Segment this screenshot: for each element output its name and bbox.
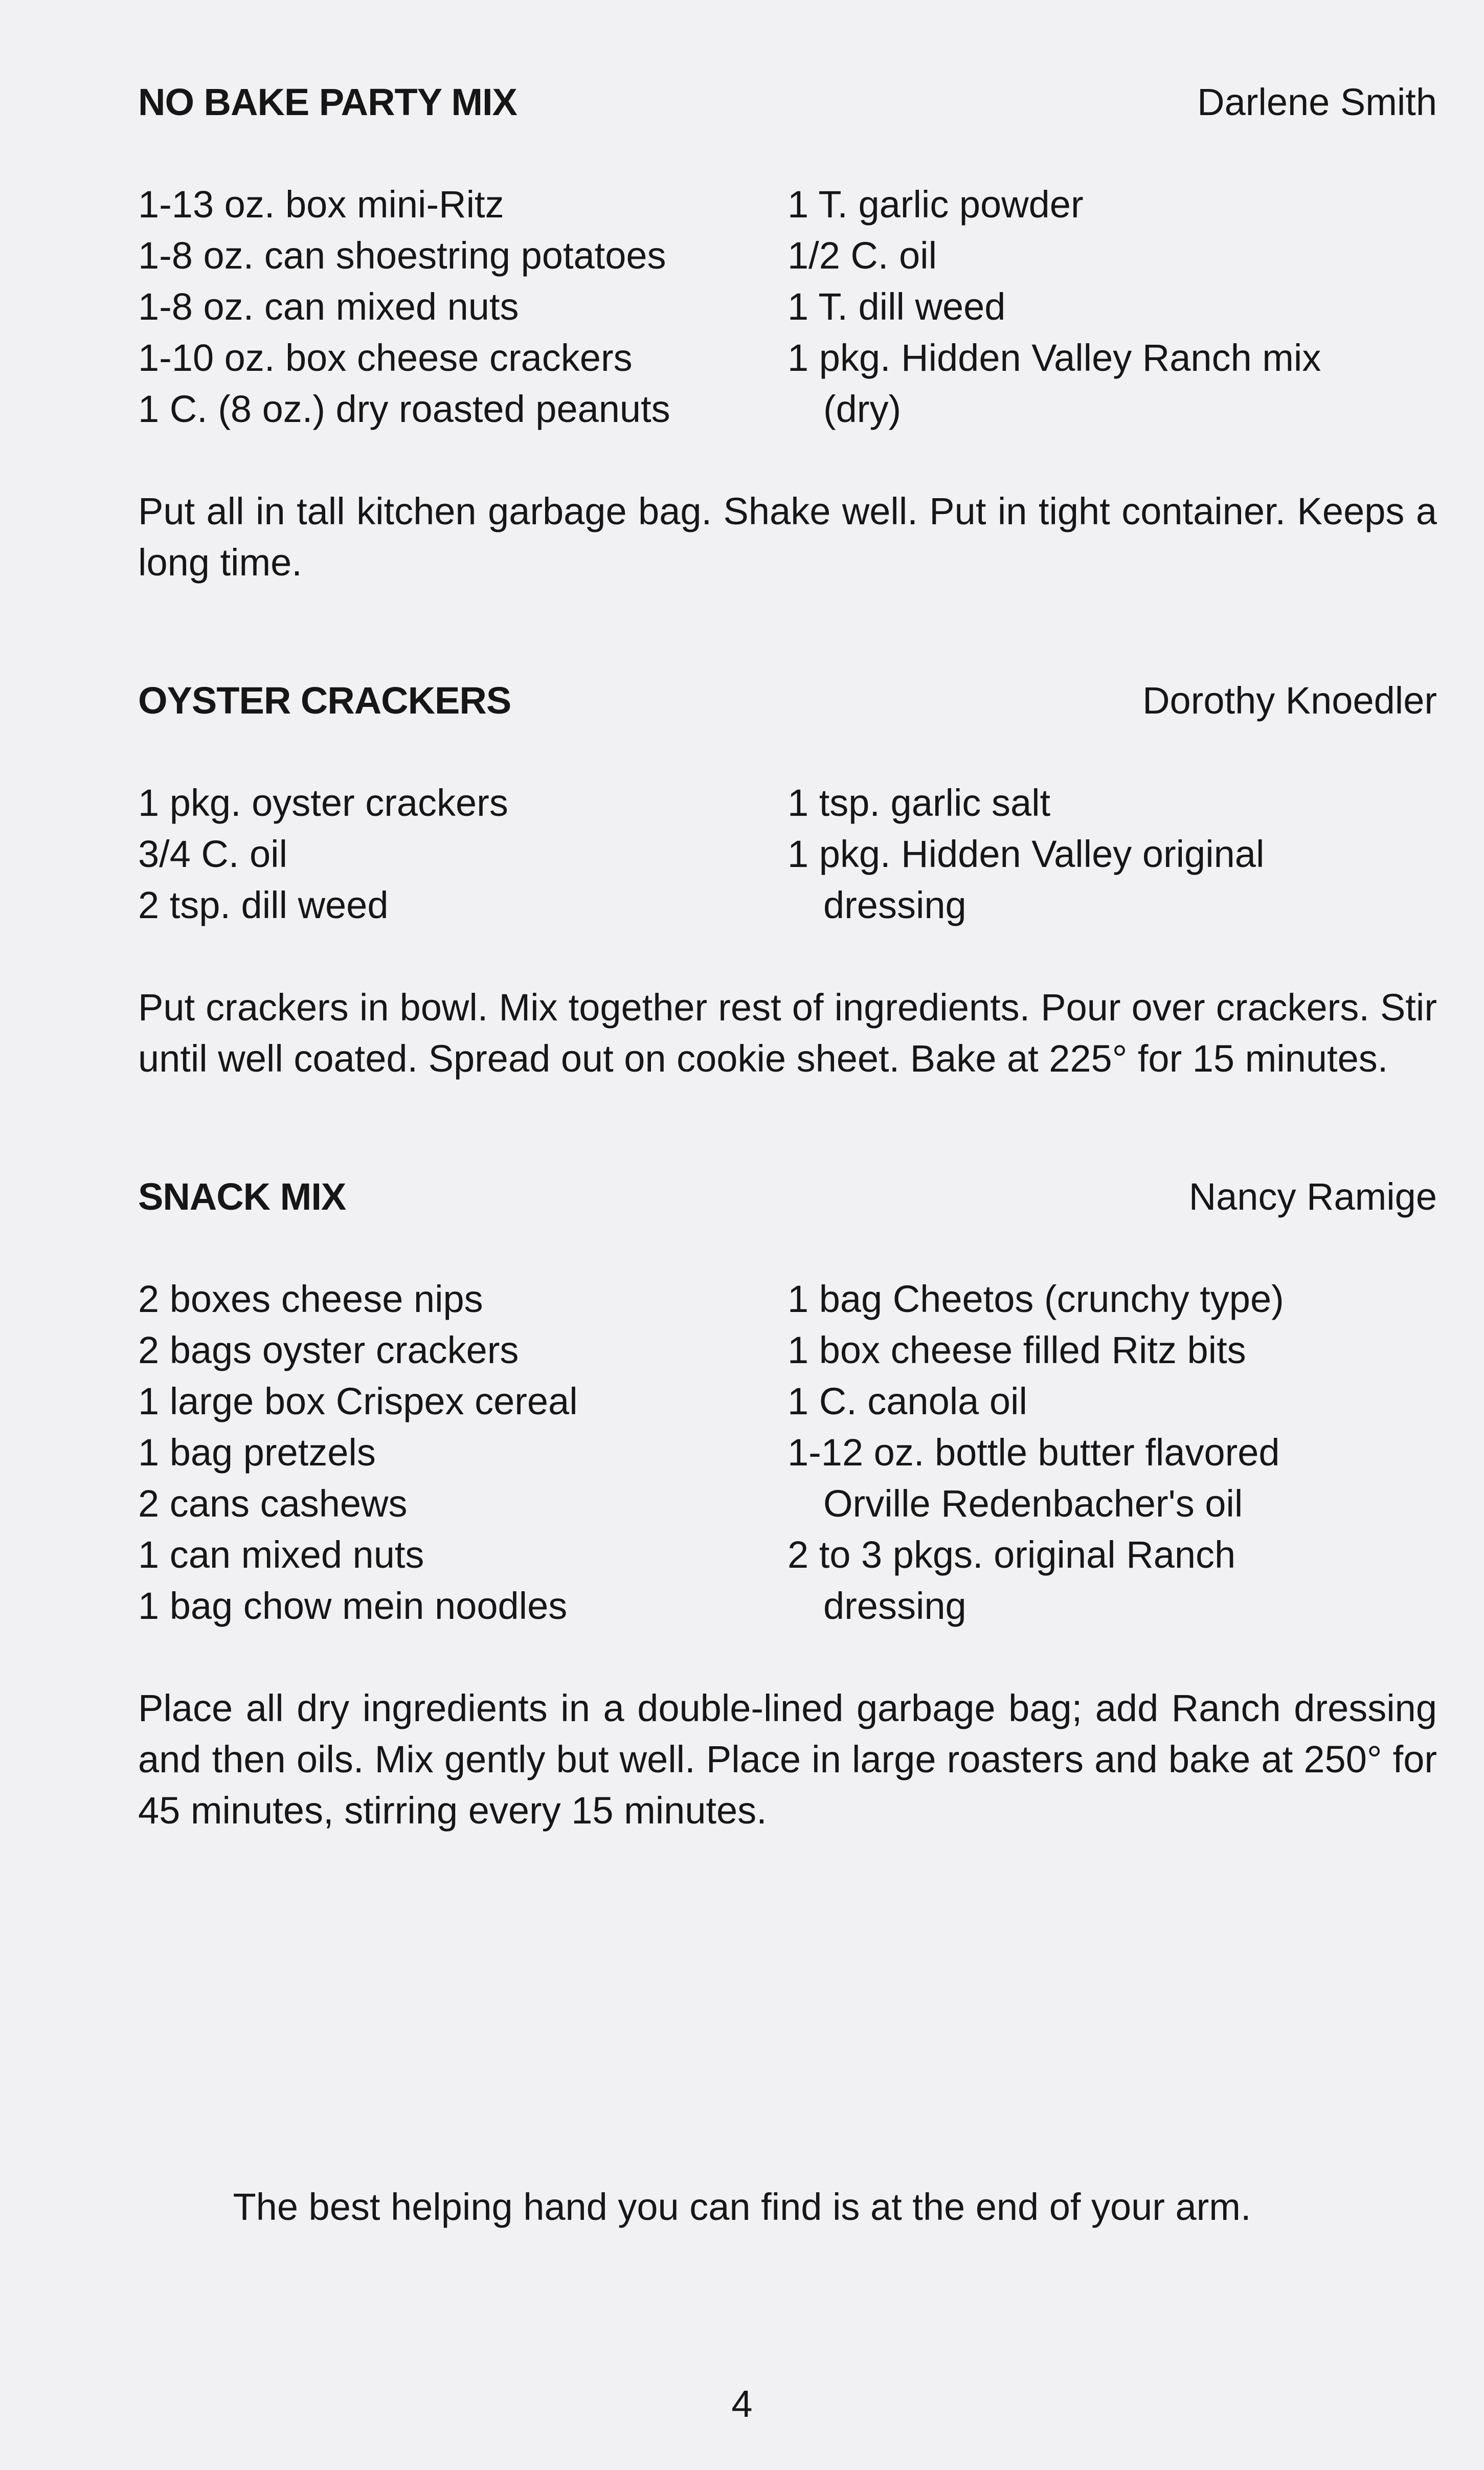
recipe-snack-mix — [138, 1171, 1437, 1836]
ingredient: 1 pkg. Hidden Valley Ranch mix — [788, 337, 1321, 379]
ingredient: 3/4 C. oil — [138, 833, 288, 875]
ingredient-column-left — [138, 1274, 788, 1632]
ingredient: 2 to 3 pkgs. original Ranch — [788, 1533, 1236, 1576]
ingredient: 1 can mixed nuts — [138, 1533, 424, 1576]
recipe-title: OYSTER CRACKERS — [138, 679, 511, 722]
ingredient: 2 bags oyster crackers — [138, 1329, 519, 1371]
ingredient: 2 cans cashews — [138, 1482, 408, 1525]
recipe-author: Darlene Smith — [1197, 81, 1437, 123]
recipe-title: SNACK MIX — [138, 1175, 346, 1218]
ingredient: 1 large box Crispex cereal — [138, 1380, 578, 1422]
ingredient-list — [138, 1274, 1437, 1632]
ingredient: 1 T. dill weed — [788, 285, 1006, 328]
recipe-header — [138, 77, 1437, 128]
ingredient-continued: Orville Redenbacher's oil — [823, 1482, 1243, 1525]
ingredient-column-right — [788, 1274, 1437, 1632]
ingredient: 2 tsp. dill weed — [138, 884, 389, 926]
ingredient: 1 bag chow mein noodles — [138, 1585, 568, 1627]
ingredient-list — [138, 179, 1437, 435]
ingredient: 1-13 oz. box mini-Ritz — [138, 183, 504, 226]
ingredient: 2 boxes cheese nips — [138, 1278, 483, 1320]
ingredient: 1-8 oz. can mixed nuts — [138, 285, 519, 328]
page-number: 4 — [731, 2383, 753, 2425]
ingredient: 1 T. garlic powder — [788, 183, 1084, 226]
recipe-author: Dorothy Knoedler — [1142, 679, 1437, 722]
ingredient: 1 pkg. Hidden Valley original — [788, 833, 1265, 875]
recipe-title: NO BAKE PARTY MIX — [138, 81, 517, 123]
ingredient: 1-12 oz. bottle butter flavored — [788, 1431, 1280, 1474]
recipe-oyster-crackers — [138, 675, 1437, 1084]
recipe-no-bake-party-mix — [138, 77, 1437, 588]
recipe-header — [138, 1171, 1437, 1222]
ingredient: 1 box cheese filled Ritz bits — [788, 1329, 1246, 1371]
ingredient-column-left — [138, 179, 788, 435]
ingredient-column-right — [788, 777, 1437, 931]
ingredient: 1-10 oz. box cheese crackers — [138, 337, 633, 379]
recipe-instructions: Put crackers in bowl. Mix together rest of ingredients. Pour over crackers. Stir until well coated. Spread out on cookie sheet. Bake at 225° for 15 minutes. — [138, 986, 1437, 1080]
ingredient: 1 C. canola oil — [788, 1380, 1027, 1422]
page-quote: The best helping hand you can find is at the end of your arm. — [233, 2186, 1251, 2228]
ingredient-column-left — [138, 777, 788, 931]
ingredient-list — [138, 777, 1437, 931]
ingredient: 1-8 oz. can shoestring potatoes — [138, 234, 666, 277]
recipe-instructions: Place all dry ingredients in a double-lined garbage bag; add Ranch dressing and then oils. Mix gently but well. Place in large roasters and bake at 250° for 45 minutes, stirring every 15 minutes. — [138, 1687, 1437, 1832]
recipe-author: Nancy Ramige — [1188, 1175, 1437, 1218]
ingredient-continued: (dry) — [823, 388, 902, 430]
ingredient: 1 bag Cheetos (crunchy type) — [788, 1278, 1284, 1320]
ingredient: 1 pkg. oyster crackers — [138, 782, 508, 824]
ingredient: 1 bag pretzels — [138, 1431, 376, 1474]
ingredient: 1/2 C. oil — [788, 234, 937, 277]
ingredient-continued: dressing — [823, 1585, 966, 1627]
ingredient: 1 C. (8 oz.) dry roasted peanuts — [138, 388, 670, 430]
ingredient-continued: dressing — [823, 884, 966, 926]
recipe-header — [138, 675, 1437, 726]
cookbook-page — [138, 77, 1437, 1923]
recipe-instructions: Put all in tall kitchen garbage bag. Shake well. Put in tight container. Keeps a long time. — [138, 490, 1437, 584]
ingredient: 1 tsp. garlic salt — [788, 782, 1051, 824]
ingredient-column-right — [788, 179, 1437, 435]
